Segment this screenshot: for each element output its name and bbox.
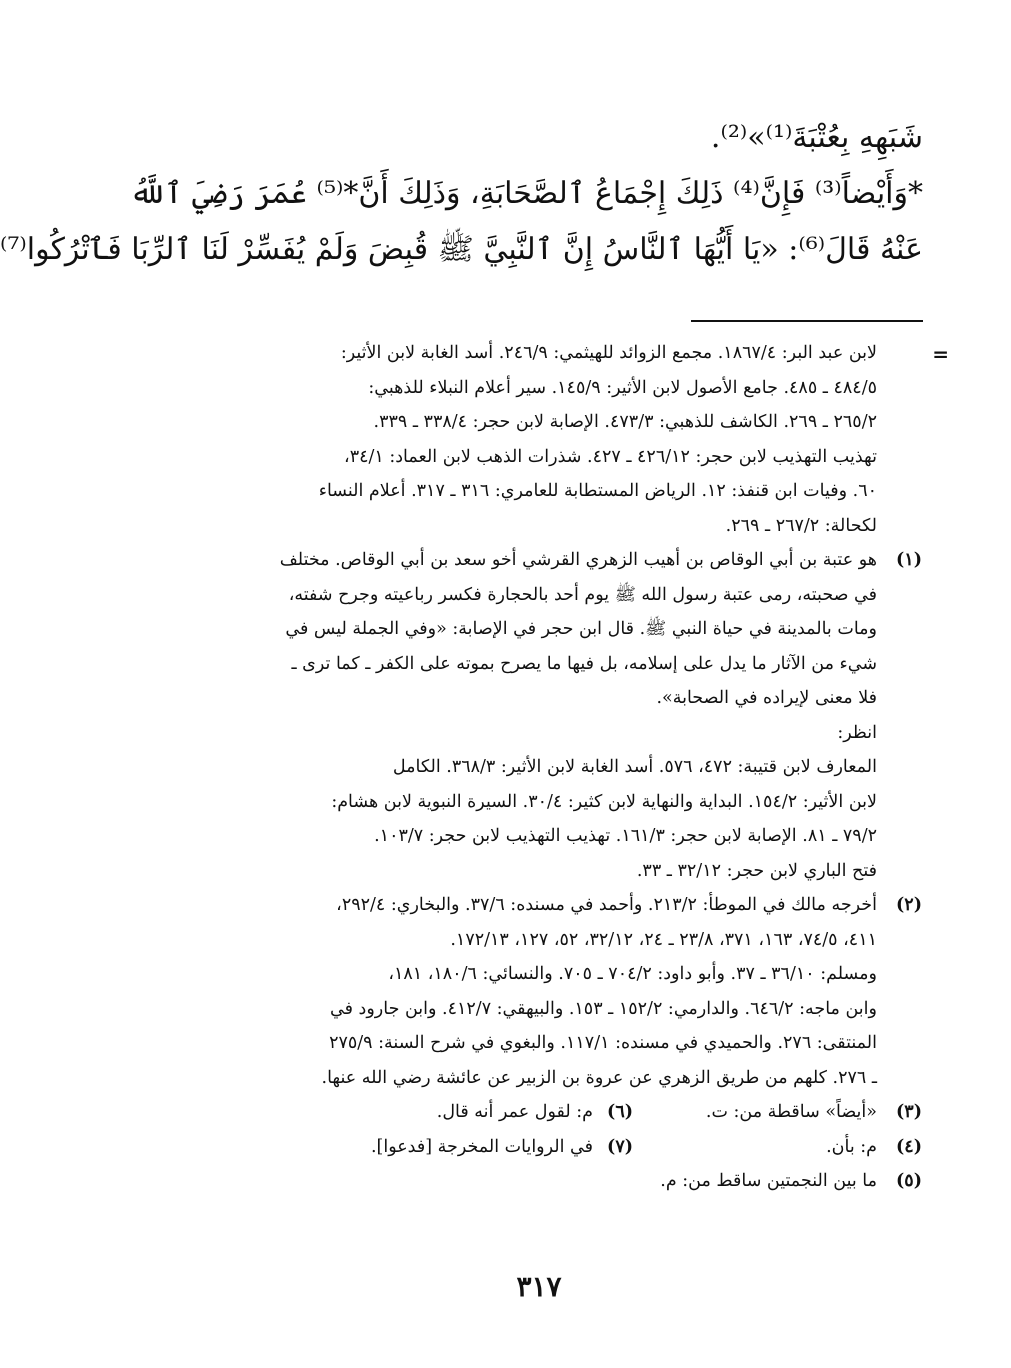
footnote-line: المنتقى: ٢٧٦. والحميدي في مسنده: ١١٧/١. والبغوي في شرح السنة: ٢٧٥/٩	[329, 1033, 877, 1053]
footnote-2	[153, 888, 923, 1095]
footnote-number: (٢)	[896, 895, 922, 915]
footnote-line: تهذيب التهذيب لابن حجر: ٤٢٦/١٢ ـ ٤٢٧. شذرات الذهب لابن العماد: ٣٤/١،	[344, 446, 877, 467]
footnote-line: هو عتبة بن أبي الوقاص بن أهيب الزهري القرشي أخو سعد بن أبي الوقاص. مختلف	[279, 550, 877, 570]
footnote-line: المعارف لابن قتيبة: ٤٧٢، ٥٧٦. أسد الغابة لابن الأثير: ٣٦٨/٣. الكامل	[392, 757, 877, 777]
footnote-row	[153, 1130, 923, 1165]
footnote-line: ٤١١، ٧٤/٥، ١٦٣، ٣٧١، ٢٣/٨ ـ ٢٤، ٣٢/١٢، ٥٢، ١٢٧، ١٧٢/١٣.	[450, 929, 877, 950]
footnote-separator	[691, 320, 923, 322]
footnote-line: ـ ٢٧٦. كلهم من طريق الزهري عن عروة بن الزبير عن عائشة رضي الله عنها.	[321, 1067, 877, 1088]
footnote-line: لكحالة: ٢٦٧/٢ ـ ٢٦٩.	[725, 515, 877, 536]
footnote-text: «أيضاً» ساقطة من: ت.	[705, 1102, 877, 1122]
footnote-text: ما بين النجمتين ساقط من: م.	[660, 1171, 877, 1191]
footnote-line: أخرجه مالك في الموطأ: ٢١٣/٢. وأحمد في مسنده: ٣٧/٦. والبخاري: ٢٩٢/٤،	[336, 895, 877, 915]
page-number: ٣١٧	[516, 1270, 562, 1303]
footnote-line: لابن الأثير: ١٥٤/٢. البداية والنهاية لابن كثير: ٣٠/٤. السيرة النبوية لابن هشام:	[331, 791, 877, 812]
footnote-line: ٧٩/٢ ـ ٨١. الإصابة لابن حجر: ١٦١/٣. تهذيب التهذيب لابن حجر: ١٠٣/٧.	[374, 826, 877, 846]
main-text-line: شَبَهِهِ بِعُتْبَةَ⁽¹⁾»⁽²⁾.	[710, 120, 923, 155]
footnotes	[153, 336, 923, 1199]
footnote-line: فتح الباري لابن حجر: ٣٢/١٢ ـ ٣٣.	[636, 860, 877, 881]
footnote-continued	[153, 336, 923, 543]
footnote-row	[153, 1095, 923, 1130]
footnote-text: في الروايات المخرجة [فدعوا].	[370, 1136, 593, 1157]
main-text-line: *وَأَيْضاً⁽³⁾ فَإِنَّ⁽⁴⁾ ذَلِكَ إِجْمَاعُ ٱلصَّحَابَةِ، وَذَلِكَ أَنَّ*⁽⁵⁾ عُمَرَ رَضِيَ ٱللَّهُ	[129, 176, 923, 211]
footnote-number: (٥)	[896, 1171, 922, 1191]
footnote-number: (٦)	[607, 1102, 633, 1122]
footnote-line: شيء من الآثار ما يدل على إسلامه، بل فيها ما يصرح بموته على الكفر ـ كما ترى ـ	[291, 653, 877, 674]
footnote-line: ٢٦٥/٢ ـ ٢٦٩. الكاشف للذهبي: ٤٧٣/٣. الإصابة لابن حجر: ٣٣٨/٤ ـ ٣٣٩.	[373, 412, 877, 432]
footnote-line: في صحبته، رمى عتبة رسول الله ﷺ يوم أحد بالحجارة فكسر رباعيته وجرح شفته،	[288, 584, 877, 605]
footnote-line: وابن ماجه: ٦٤٦/٢. والدارمي: ١٥٢/٢ ـ ١٥٣. والبيهقي: ٤١٢/٧. وابن جارود في	[330, 998, 877, 1019]
main-text	[0, 110, 923, 278]
footnote-row	[153, 1164, 923, 1199]
footnote-number: (٧)	[607, 1136, 633, 1157]
footnote-text: م: لقول عمر أنه قال.	[436, 1102, 593, 1122]
footnote-line: ومات بالمدينة في حياة النبي ﷺ. قال ابن حجر في الإصابة: «وفي الجملة ليس في	[285, 619, 877, 639]
footnote-number: (٤)	[896, 1136, 922, 1157]
footnote-line: فلا معنى لإيراده في الصحابة».	[656, 688, 877, 708]
main-text-line: عَنْهُ قَالَ⁽⁶⁾: «يَا أَيُّهَا ٱلنَّاسُ إِنَّ ٱلنَّبِيَّ ﷺ قُبِضَ وَلَمْ يُفَسِّرْ لَنَا ٱلرِّبَا فَٱتْرُكُوا⁽⁷⁾	[0, 232, 923, 267]
footnote-line: ومسلم: ٣٦/١٠ ـ ٣٧. وأبو داود: ٧٠٤/٢ ـ ٧٠٥. والنسائي: ١٨٠/٦، ١٨١،	[388, 964, 877, 984]
continuation-mark: =	[932, 342, 949, 366]
footnote-line: ٦٠. وفيات ابن قنفذ: ١٢. الرياض المستطابة للعامري: ٣١٦ ـ ٣١٧. أعلام النساء	[318, 481, 877, 501]
footnote-1	[153, 543, 923, 888]
footnote-line: ٤٨٤/٥ ـ ٤٨٥. جامع الأصول لابن الأثير: ١٤٥/٩. سير أعلام النبلاء للذهبي:	[368, 377, 877, 398]
footnote-number: (٣)	[896, 1102, 922, 1122]
footnote-number: (١)	[896, 550, 922, 570]
footnote-text: م: بأن.	[826, 1136, 877, 1157]
footnote-line: انظر:	[837, 722, 877, 743]
footnote-line: لابن عبد البر: ١٨٦٧/٤. مجمع الزوائد للهيثمي: ٢٤٦/٩. أسد الغابة لابن الأثير:	[340, 343, 877, 363]
